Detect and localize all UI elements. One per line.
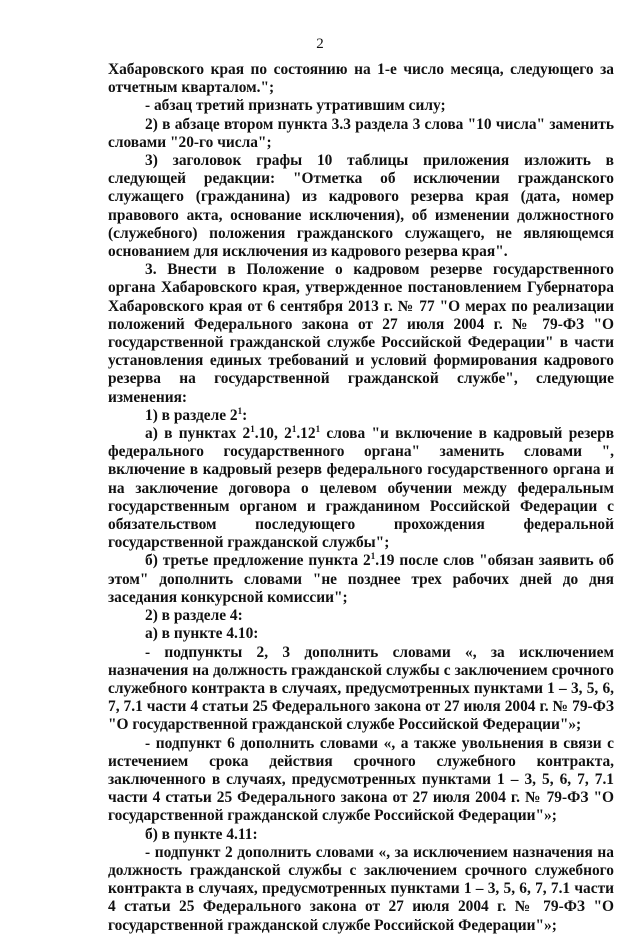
paragraph: 3) заголовок графы 10 таблицы приложения изложить в следующей редакции: "Отметка об исключении гражданского служащего (гражданина) из кадрового резерва края (дата, номер правового акта, основание исключения), об изменении должностного (служебного) положения гражданского служащего, не являющемся основанием для исключения из кадрового резерва края".	[108, 152, 614, 261]
superscript: 1	[315, 424, 321, 435]
superscript: 1	[250, 424, 255, 435]
paragraph: - подпункт 2 дополнить словами «, за исключением назначения на должность гражданской службы с заключением срочного служебного контракта в случаях, предусмотренных пунктами 1 – 3, 5, 6, 7, 7.1 части 4 статьи 25 Федерального закона от 27 июля 2004 г. № 79-ФЗ "О государственной гражданской службе Российской Федерации"»;	[108, 843, 614, 934]
text-fragment: слова "и включение в кадровый резерв федерального государственного органа" заменить словами ", включение в кадровый резерв федерального государственного органа и на заключение договора о целевом обучении между федеральным государственным органом и гражданином Российской Федерации с обязательством последующего прохождения федеральной государственной гражданской службы";	[108, 425, 615, 552]
text-fragment: .12	[296, 425, 316, 443]
document-body	[108, 61, 614, 935]
paragraph	[108, 407, 614, 425]
text-fragment: 1) в разделе 2	[145, 406, 238, 424]
paragraph: - подпункт 6 дополнить словами «, а также увольнения в связи с истечением срока действия срочного служебного контракта, заключенного в случаях, предусмотренных пунктами 1 – 3, 5, 6, 7, 7.1 части 4 статьи 25 Федерального закона от 27 июля 2004 г. № 79-ФЗ "О государственной гражданской службе Российской Федерации"»;	[108, 734, 614, 825]
superscript: 1	[237, 405, 243, 416]
paragraph: 2) в абзаце втором пункта 3.3 раздела 3 слова "10 числа" заменить словами "20-го числа";	[108, 115, 614, 151]
paragraph	[108, 425, 614, 552]
paragraph	[108, 552, 614, 607]
superscript: 1	[291, 424, 297, 435]
paragraph: 3. Внести в Положение о кадровом резерве государственного органа Хабаровского края, утвержденное постановлением Губернатора Хабаровского края от 6 сентября 2013 г. № 77 "О мерах по реализации положений Федерального закона от 27 июля 2004 г. № 79-ФЗ "О государственной гражданской службе Российской Федерации" в части установления единых требований и условий формирования кадрового резерва на государственной гражданской службе", следующие изменения:	[108, 261, 614, 406]
text-fragment: б) третье предложение пункта 2	[145, 552, 371, 570]
page-number: 2	[316, 36, 324, 52]
text-fragment: а) в пунктах 2	[145, 425, 251, 443]
superscript: 1	[370, 551, 376, 562]
paragraph: б) в пункте 4.11:	[145, 825, 258, 843]
paragraph: Хабаровского края по состоянию на 1-е число месяца, следующего за отчетным кварталом.";	[108, 61, 614, 97]
text-fragment: .19 после слов "обязан заявить об этом" дополнить словами "не позднее трех рабочих дней до дня заседания конкурсной комиссии";	[108, 552, 614, 606]
paragraph: а) в пункте 4.10:	[145, 625, 259, 643]
paragraph: 2) в разделе 4:	[145, 607, 243, 625]
paragraph: - подпункты 2, 3 дополнить словами «, за исключением назначения на должность гражданской службы с заключением срочного служебного контракта в случаях, предусмотренных пунктами 1 – 3, 5, 6, 7, 7.1 части 4 статьи 25 Федерального закона от 27 июля 2004 г. № 79-ФЗ "О государственной гражданской службе Российской Федерации"»;	[108, 643, 614, 734]
text-fragment: .10, 2	[254, 425, 292, 443]
text-fragment: :	[242, 406, 248, 424]
paragraph: - абзац третий признать утратившим силу;	[145, 97, 446, 115]
